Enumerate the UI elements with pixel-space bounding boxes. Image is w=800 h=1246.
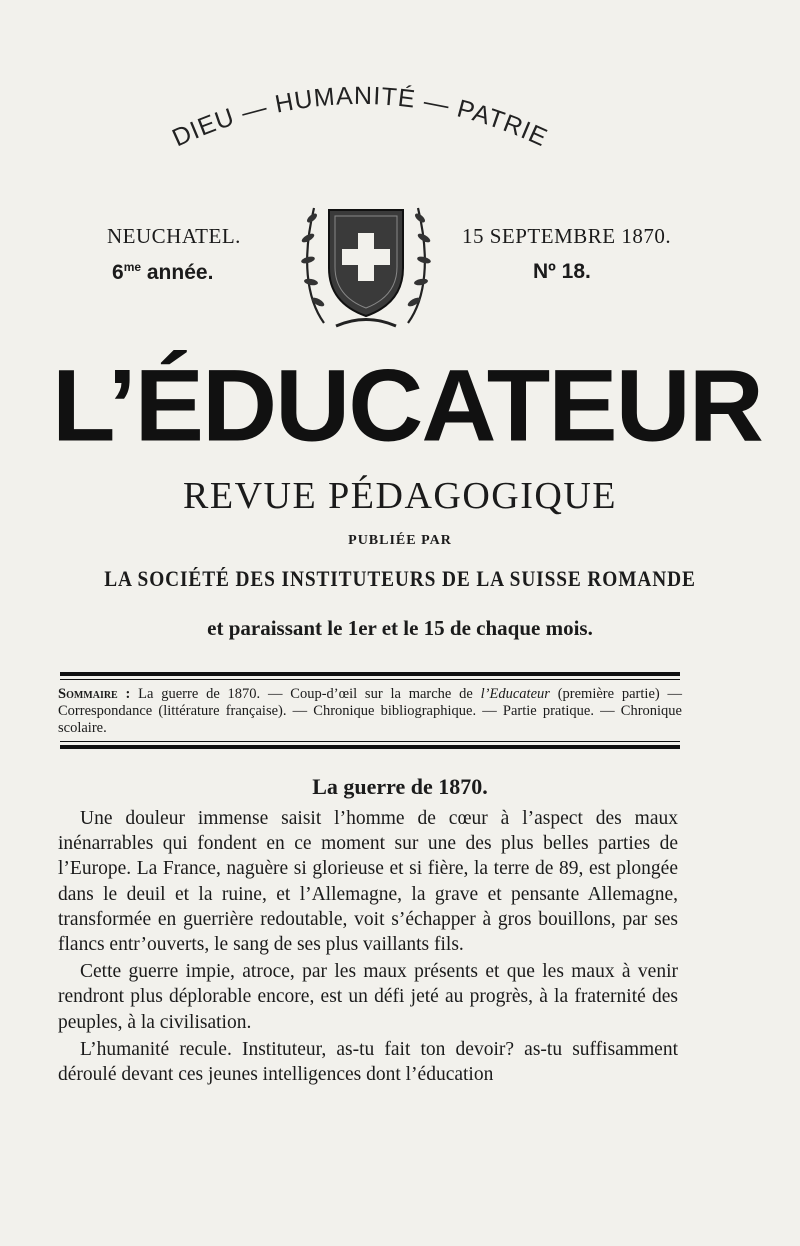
sommaire-label: Sommaire : bbox=[58, 686, 131, 702]
article-paragraph: Une douleur immense saisit l’homme de cœur à l’aspect des maux inénarrables qui fondent en ce moment sur une des plus belles parties de l’Europe. La France, naguère si glorieuse et si fière, la terre de 89, est plongée dans le deuil et la ruine, et l’Allemagne, la grave et pensante Allemagne, transformée en guerrière redoutable, voit s’échapper à gros bouillons, par ses flancs entr’ouverts, le sang de ses plus vaillants fils. bbox=[58, 808, 678, 956]
motto-text: DIEU — HUMANITÉ — PATRIE bbox=[168, 81, 552, 153]
issue-date: 15 SEPTEMBRE 1870. bbox=[462, 224, 672, 248]
sommaire-text-2: (première partie) — Correspondance (littérature française). — Chronique bibliographique. — Partie pratique. — Chronique scolaire. bbox=[58, 686, 682, 736]
sommaire-text-1: La guerre de 1870. — Coup-d’œil sur la marche de bbox=[138, 686, 481, 702]
motto-arc bbox=[150, 70, 570, 160]
top-rule-thin bbox=[60, 679, 680, 680]
journal-title: L’ÉDUCATEUR bbox=[52, 349, 762, 463]
article-paragraph: L’humanité recule. Instituteur, as-tu fait ton devoir? as-tu suffisamment déroulé devant ces jeunes intelligences dont l’éducation bbox=[58, 1038, 678, 1086]
article-paragraph: Cette guerre impie, atroce, par les maux présents et que les maux à venir rendront plus déplorable encore, est un défi jeté au progrès, à la fraternité des peuples, à la civilisation. bbox=[58, 961, 678, 1033]
society-name: LA SOCIÉTÉ DES INSTITUTEURS DE LA SUISSE ROMANDE bbox=[104, 566, 696, 591]
sommaire-italic: l’Educateur bbox=[480, 686, 550, 702]
swiss-coat-of-arms-icon bbox=[296, 188, 436, 338]
bottom-rule-thick bbox=[60, 745, 680, 749]
published-by-label: PUBLIÉE PAR bbox=[348, 533, 452, 548]
issue-number: Nº 18. bbox=[533, 260, 591, 283]
year-label: $6^{me}$ année. bbox=[112, 260, 214, 284]
publication-frequency: et paraissant le 1er et le 15 de chaque mois. bbox=[207, 616, 593, 640]
place-label: NEUCHATEL. bbox=[107, 224, 241, 248]
top-rule-thick bbox=[60, 672, 680, 676]
article-title: La guerre de 1870. bbox=[312, 774, 488, 799]
table-of-contents bbox=[58, 686, 682, 737]
journal-subtitle: REVUE PÉDAGOGIQUE bbox=[183, 475, 617, 517]
article-body bbox=[58, 806, 678, 1087]
bottom-rule-thin bbox=[60, 741, 680, 742]
